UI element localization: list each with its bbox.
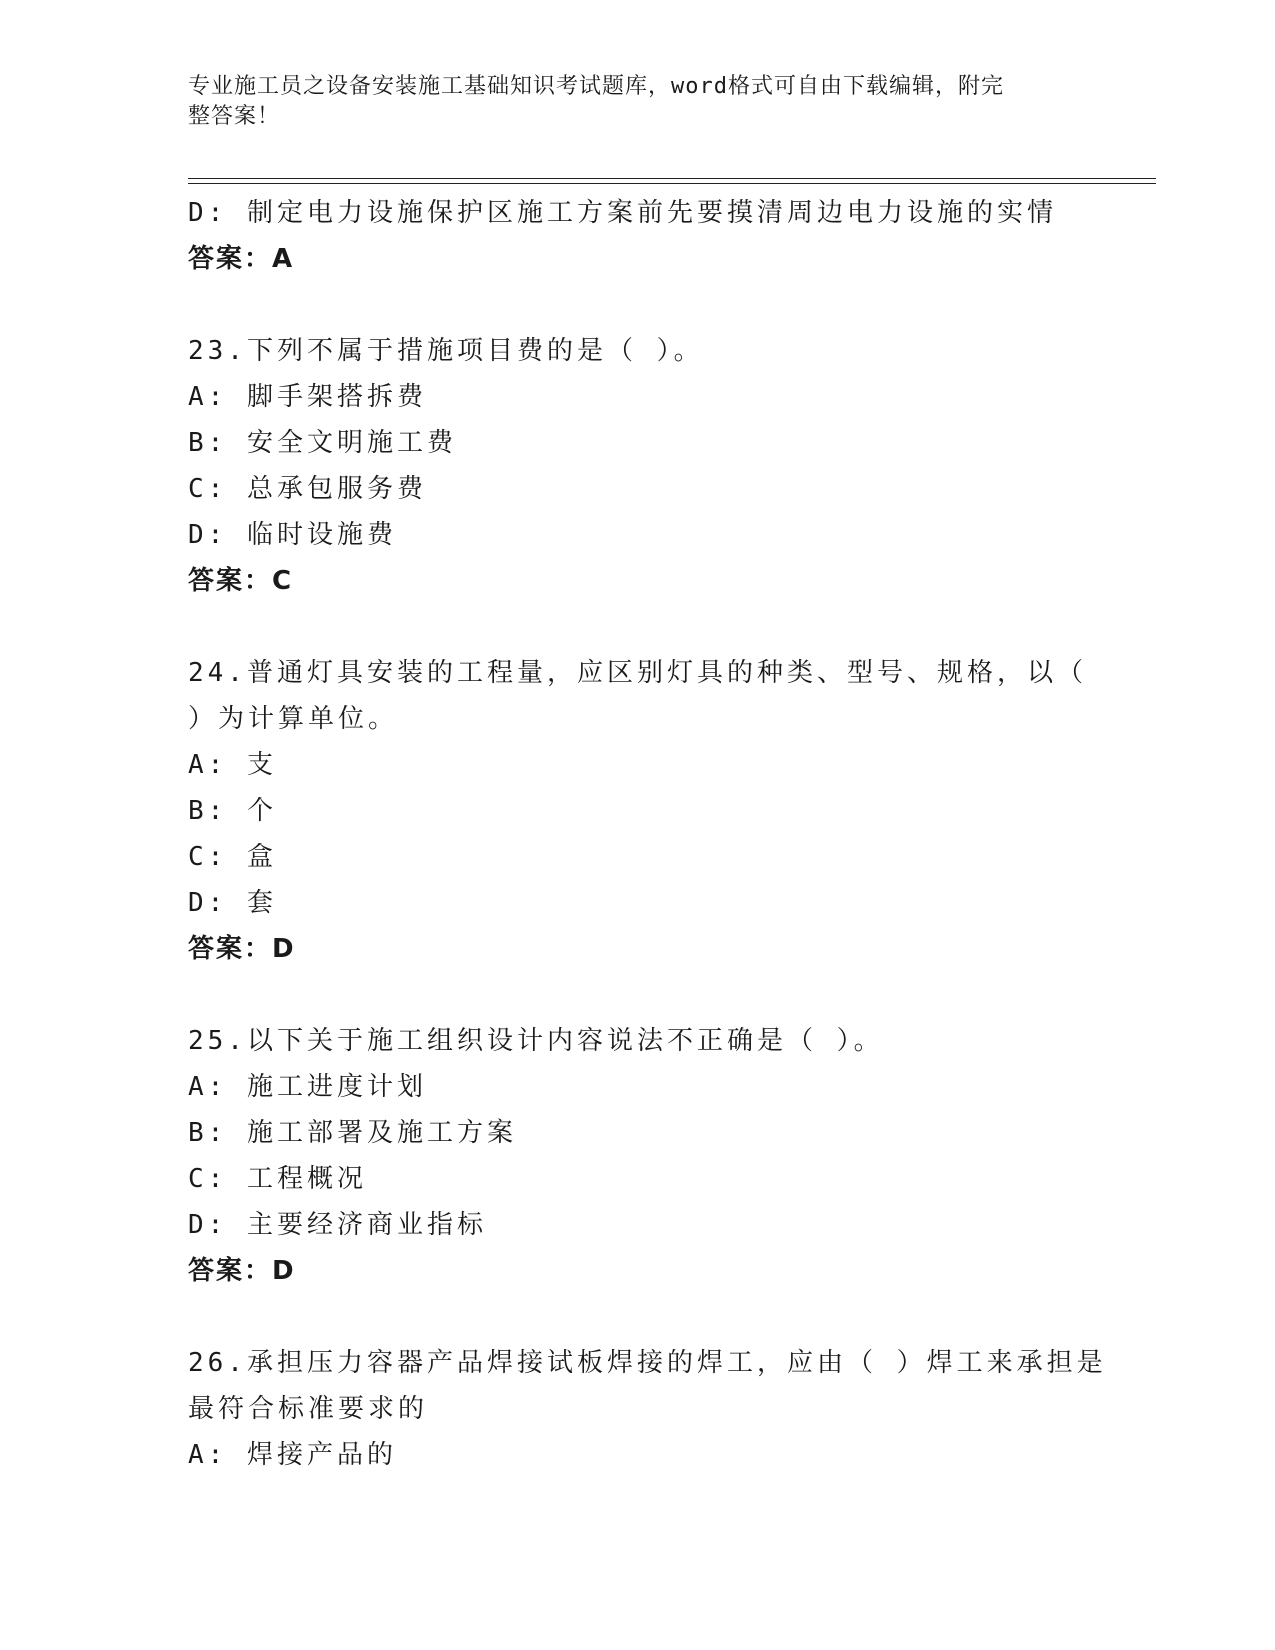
document-header [188,72,1068,132]
question-25 [188,1018,1088,1294]
question-content [188,190,1107,1478]
question-24 [188,650,1088,972]
answer: 答案：D [188,934,296,964]
option-c: C: 盒 [188,842,277,872]
answer: 答案：D [188,1256,296,1286]
header-rule-bottom [188,183,1156,184]
question-stem-cont: 最符合标准要求的 [188,1394,429,1424]
option-a: A: 脚手架搭拆费 [188,382,427,412]
option-a: A: 施工进度计划 [188,1072,427,1102]
spacer [188,972,1088,1018]
option-a: A: 焊接产品的 [188,1440,397,1470]
option-d: D: 套 [188,888,277,918]
question-stem: 25.以下关于施工组织设计内容说法不正确是（ ）。 [188,1026,884,1056]
spacer [188,282,1088,328]
question-23 [188,328,1088,604]
option-c: C: 工程概况 [188,1164,367,1194]
option-d: D: 临时设施费 [188,520,397,550]
option-b: B: 施工部署及施工方案 [188,1118,517,1148]
option-d: D: 主要经济商业指标 [188,1210,487,1240]
answer: 答案：C [188,566,294,596]
spacer [188,1294,1088,1340]
prev-answer: 答案：A [188,244,295,274]
option-c: C: 总承包服务费 [188,474,427,504]
option-a: A: 支 [188,750,277,780]
question-stem: 24.普通灯具安装的工程量，应区别灯具的种类、型号、规格，以（ [188,658,1087,688]
prev-option-d: D: 制定电力设施保护区施工方案前先要摸清周边电力设施的实情 [188,198,1057,228]
header-line-1: 专业施工员之设备安装施工基础知识考试题库，word格式可自由下载编辑，附完 [188,74,1004,99]
header-rule-top [188,178,1156,179]
question-26 [188,1340,1107,1478]
option-b: B: 安全文明施工费 [188,428,457,458]
question-stem: 23.下列不属于措施项目费的是（ ）。 [188,336,704,366]
question-stem: 26.承担压力容器产品焊接试板焊接的焊工，应由（ ）焊工来承担是 [188,1348,1107,1378]
spacer [188,604,1088,650]
question-stem-cont: ）为计算单位。 [188,704,399,734]
header-line-2: 整答案！ [188,104,281,129]
option-b: B: 个 [188,796,277,826]
